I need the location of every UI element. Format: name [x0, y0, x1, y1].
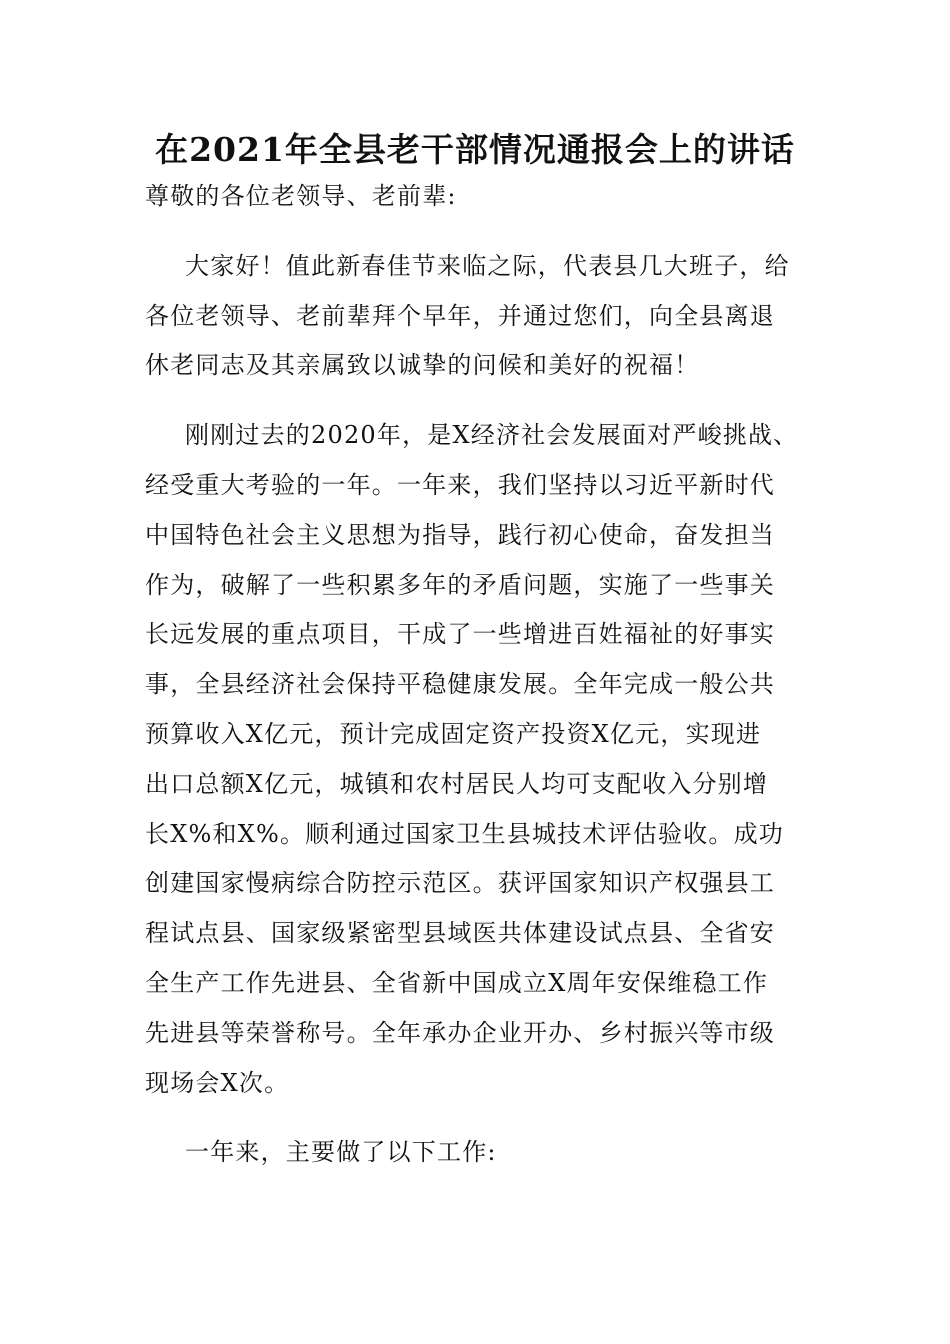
- paragraph-line: 预算收入X亿元，预计完成固定资产投资X亿元，实现进: [145, 719, 762, 748]
- paragraph-line: 全生产工作先进县、全省新中国成立X周年安保维稳工作: [145, 968, 769, 997]
- paragraph-line: 先进县等荣誉称号。全年承办企业开办、乡村振兴等市级: [145, 1018, 775, 1047]
- document-body: [145, 172, 805, 1178]
- paragraph-line: 作为，破解了一些积累多年的矛盾问题，实施了一些事关: [145, 570, 775, 599]
- paragraph-line: 各位老领导、老前辈拜个早年，并通过您们，向全县离退: [145, 301, 775, 330]
- paragraph-line: 出口总额X亿元，城镇和农村居民人均可支配收入分别增: [145, 769, 769, 798]
- paragraph-line: 程试点县、国家级紧密型县域医共体建设试点县、全省安: [145, 919, 775, 948]
- paragraph-line: 刚刚过去的2020年，是X经济社会发展面对严峻挑战、: [185, 421, 799, 450]
- paragraph-line: 一年来，主要做了以下工作:: [185, 1138, 497, 1167]
- paragraph-line: 事，全县经济社会保持平稳健康发展。全年完成一般公共: [145, 670, 775, 699]
- paragraph-line: 经受重大考验的一年。一年来，我们坚持以习近平新时代: [145, 470, 775, 499]
- salutation: [145, 172, 805, 222]
- paragraph-line: 长X%和X%。顺利通过国家卫生县城技术评估验收。成功: [145, 819, 784, 848]
- paragraph-line: 现场会X次。: [145, 1068, 290, 1097]
- document-title: 在2021年全县老干部情况通报会上的讲话: [155, 130, 795, 169]
- paragraph-line: 大家好！值此新春佳节来临之际，代表县几大班子，给: [185, 251, 790, 280]
- paragraph-line: 创建国家慢病综合防控示范区。获评国家知识产权强县工: [145, 869, 775, 898]
- paragraph-line: 长远发展的重点项目，干成了一些增进百姓福祉的好事实: [145, 620, 775, 649]
- paragraph-line: 中国特色社会主义思想为指导，践行初心使命，奋发担当: [145, 520, 775, 549]
- paragraph-review: [145, 411, 805, 1108]
- paragraph-greeting: [145, 242, 805, 391]
- paragraph-work-intro: [145, 1128, 805, 1178]
- salutation-line: 尊敬的各位老领导、老前辈:: [145, 182, 457, 210]
- paragraph-line: 休老同志及其亲属致以诚挚的问候和美好的祝福！: [145, 351, 700, 380]
